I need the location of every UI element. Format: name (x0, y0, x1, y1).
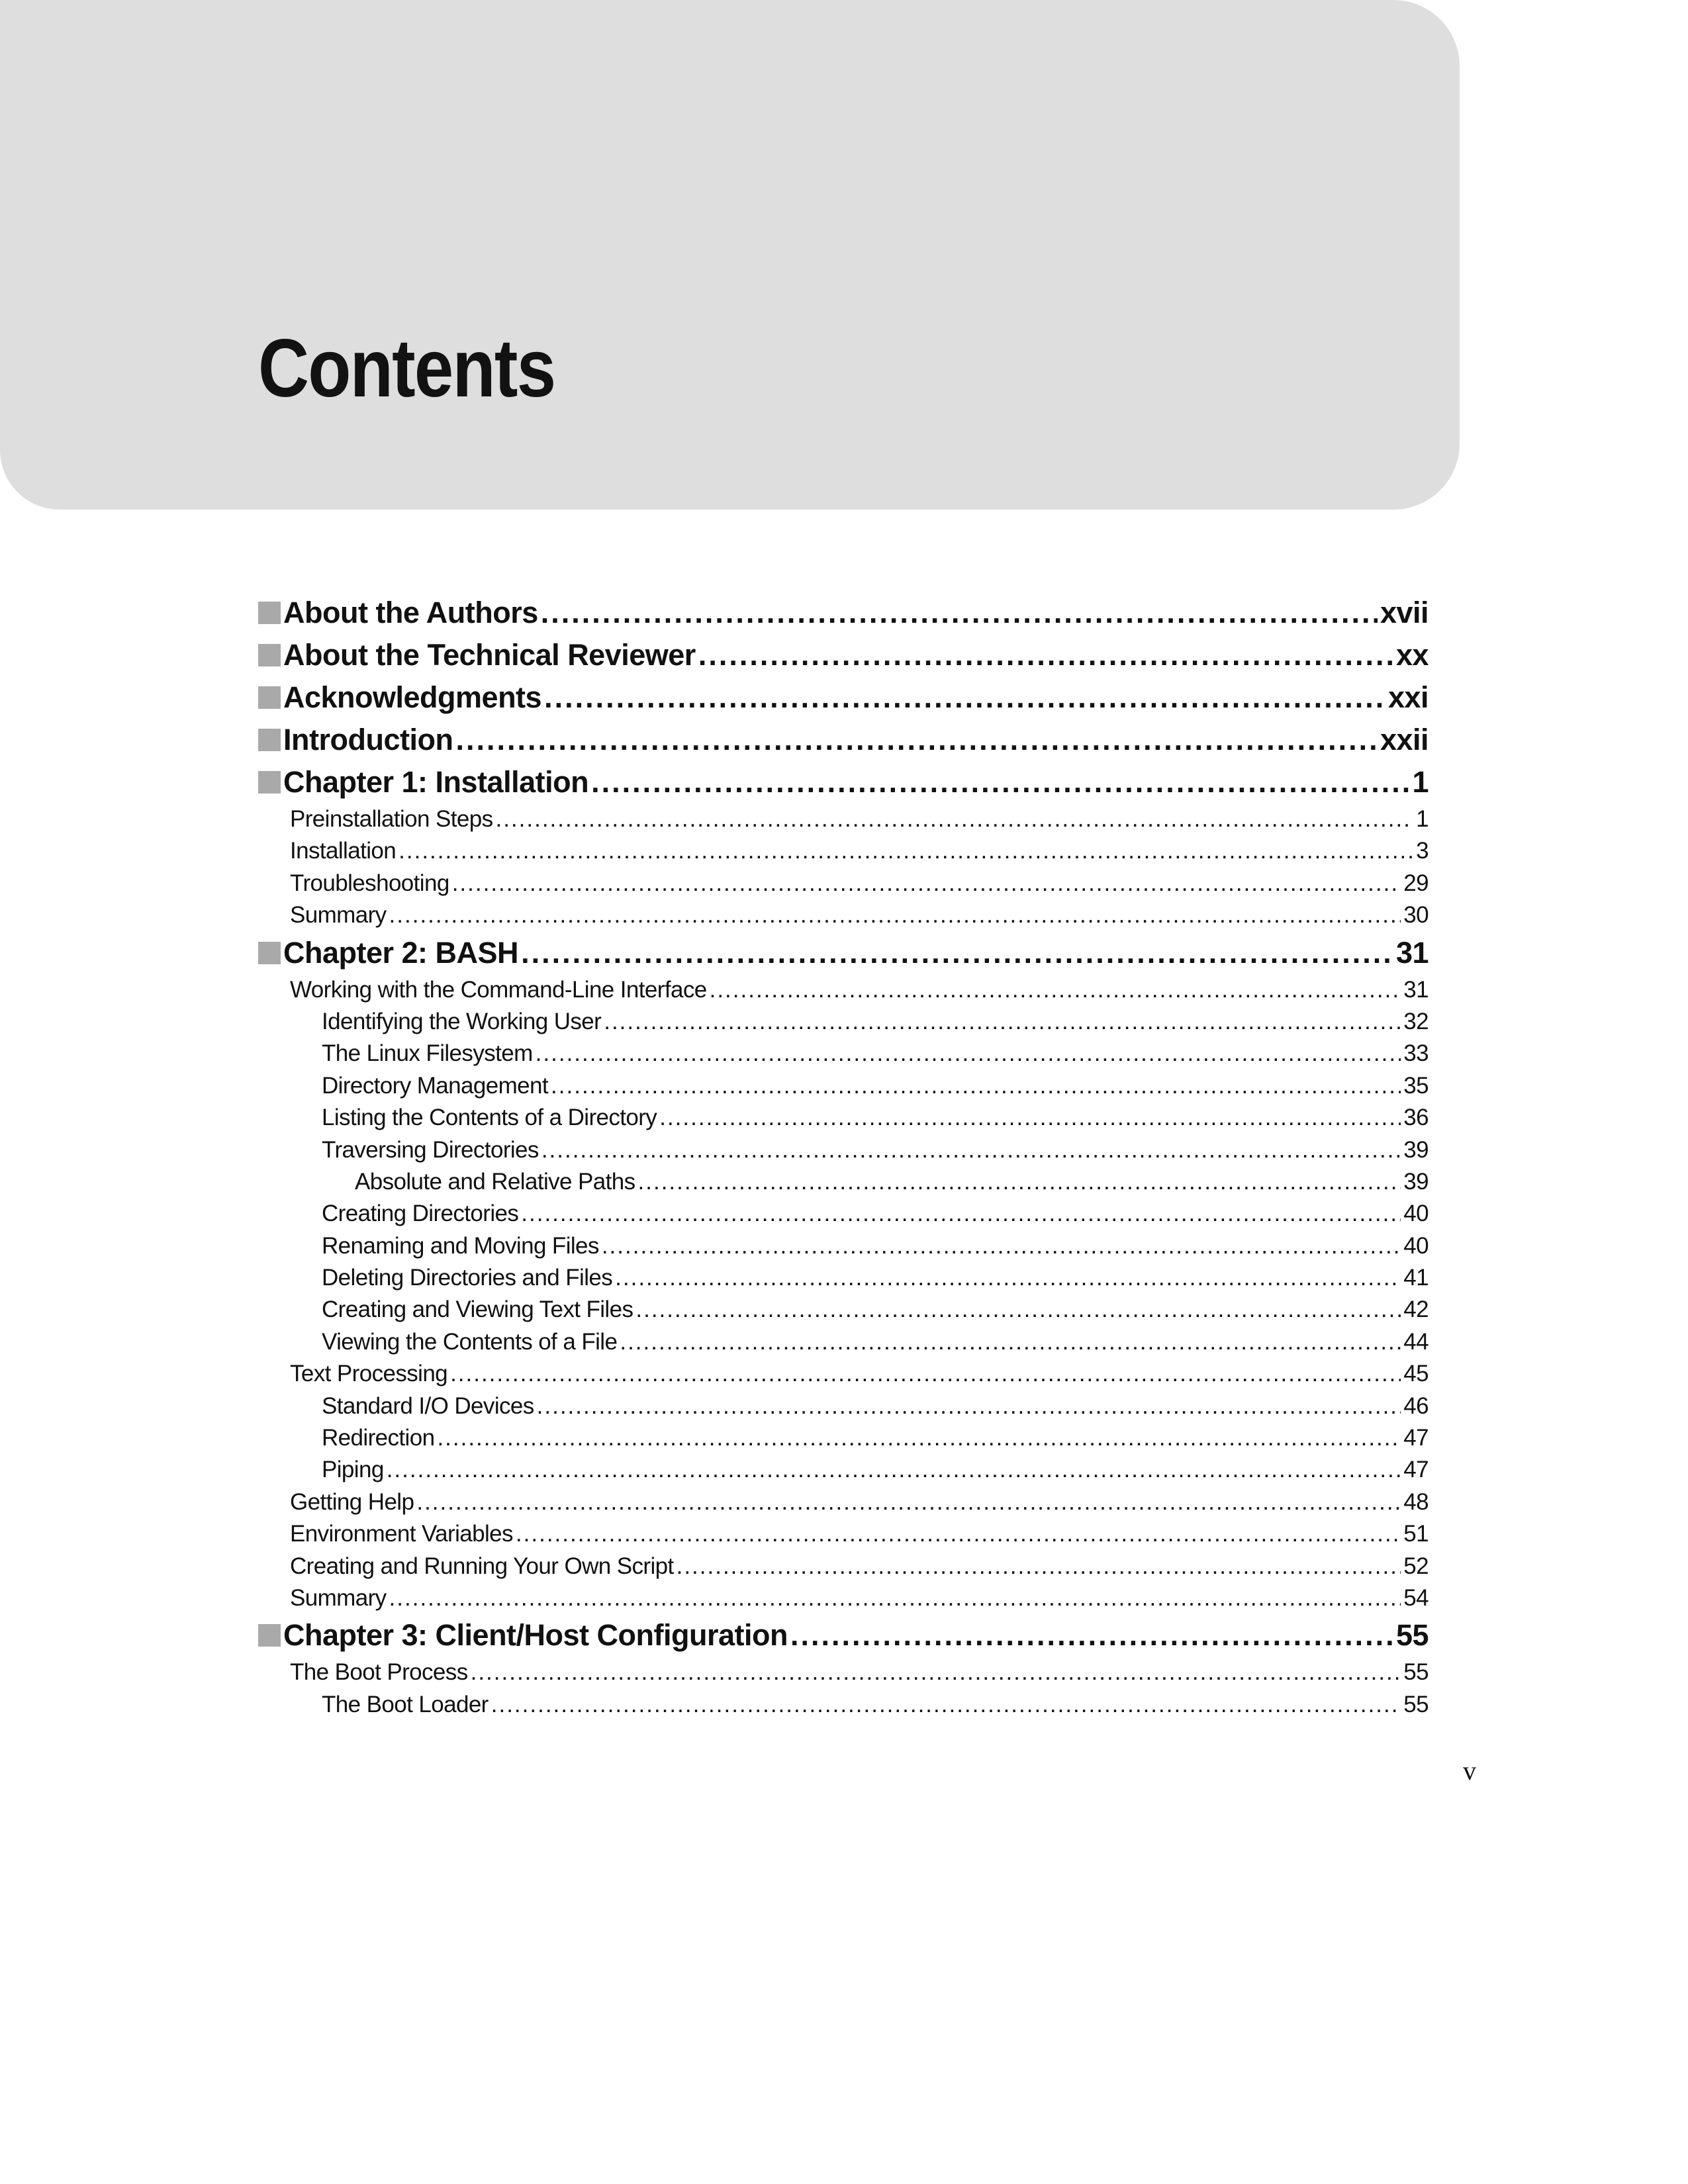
toc-page-number: 39 (1403, 1136, 1429, 1163)
dot-leader (516, 1518, 1401, 1550)
toc-entry-title: Chapter 1: Installation (283, 765, 589, 799)
dot-leader (471, 1657, 1401, 1688)
square-bullet-icon (258, 644, 281, 666)
toc-entry-title: Introduction (283, 723, 453, 756)
toc-page-number: 1 (1416, 806, 1429, 832)
dot-leader (387, 1454, 1401, 1486)
toc-page-number: 44 (1403, 1328, 1429, 1355)
dot-leader (659, 1102, 1401, 1134)
toc-page-number: 42 (1403, 1297, 1429, 1323)
table-of-contents (258, 592, 1429, 1721)
toc-entry-title: Installation (290, 838, 397, 864)
toc-entry-title: About the Technical Reviewer (283, 638, 696, 672)
toc-entry-title: Viewing the Contents of a File (322, 1328, 618, 1355)
toc-entry-title: Creating and Viewing Text Files (322, 1297, 633, 1323)
toc-entry-title: The Linux Filesystem (322, 1040, 533, 1067)
header-band (0, 0, 1460, 510)
toc-section-entry[interactable] (258, 1038, 1429, 1069)
toc-entry-title: Acknowledgments (283, 680, 542, 714)
toc-page-number: 40 (1403, 1201, 1429, 1227)
toc-page-number: 31 (1395, 935, 1429, 970)
toc-page-number: 55 (1395, 1618, 1429, 1653)
toc-entry-title: Troubleshooting (290, 870, 449, 896)
toc-section-entry[interactable] (258, 1006, 1429, 1038)
toc-page-number: 52 (1403, 1553, 1429, 1579)
toc-entry-title: Renaming and Moving Files (322, 1232, 599, 1259)
toc-entry-title: Deleting Directories and Files (322, 1265, 613, 1291)
dot-leader (541, 1134, 1401, 1166)
dot-leader (551, 1070, 1401, 1102)
toc-section-entry[interactable] (258, 1422, 1429, 1454)
toc-section-entry[interactable] (258, 1486, 1429, 1518)
toc-page-number: 46 (1403, 1392, 1429, 1419)
toc-page-number: xvii (1380, 596, 1429, 629)
dot-leader (521, 1198, 1401, 1230)
dot-leader (604, 1006, 1401, 1038)
toc-entry-title: Summary (290, 902, 387, 929)
square-bullet-icon (258, 729, 281, 751)
page-title: Contents (258, 323, 555, 414)
toc-page-number: 33 (1403, 1040, 1429, 1067)
toc-chapter-entry[interactable] (258, 932, 1429, 974)
toc-entry-title: Chapter 3: Client/Host Configuration (283, 1618, 788, 1653)
toc-page-number: 48 (1403, 1488, 1429, 1515)
toc-page-number: 1 (1412, 765, 1429, 799)
dot-leader (399, 835, 1413, 867)
toc-entry-title: Listing the Contents of a Directory (322, 1105, 657, 1131)
toc-page-number: 55 (1403, 1659, 1429, 1686)
toc-entry-title: Creating and Running Your Own Script (290, 1553, 674, 1579)
dot-leader (602, 1230, 1401, 1262)
toc-page-number: xxi (1387, 680, 1429, 714)
toc-section-entry[interactable] (258, 1551, 1429, 1582)
toc-page-number: 45 (1403, 1361, 1429, 1387)
toc-entry-title: Environment Variables (290, 1521, 513, 1547)
toc-entry-title: Standard I/O Devices (322, 1392, 534, 1419)
toc-page-number: 40 (1403, 1232, 1429, 1259)
dot-leader (495, 803, 1413, 835)
toc-section-entry[interactable] (258, 1582, 1429, 1614)
toc-chapter-entry[interactable] (258, 592, 1429, 634)
toc-section-entry[interactable] (258, 1070, 1429, 1102)
toc-entry-title: Chapter 2: BASH (283, 935, 519, 970)
dot-leader (615, 1262, 1401, 1294)
toc-page-number: 51 (1403, 1521, 1429, 1547)
toc-page-number: 35 (1403, 1072, 1429, 1099)
square-bullet-icon (258, 602, 281, 624)
toc-page-number: 36 (1403, 1105, 1429, 1131)
toc-entry-title: Working with the Command-Line Interface (290, 976, 707, 1003)
toc-entry-title: About the Authors (283, 596, 538, 629)
toc-page-number: xx (1395, 638, 1429, 672)
toc-section-entry[interactable] (258, 974, 1429, 1006)
toc-page-number: 47 (1403, 1457, 1429, 1483)
toc-chapter-entry[interactable] (258, 719, 1429, 761)
toc-section-entry[interactable] (258, 1262, 1429, 1294)
toc-chapter-entry[interactable] (258, 634, 1429, 676)
toc-chapter-entry[interactable] (258, 1614, 1429, 1657)
dot-leader (790, 1614, 1393, 1657)
toc-entry-title: The Boot Loader (322, 1691, 489, 1717)
dot-leader (635, 1294, 1401, 1326)
toc-page-number: 47 (1403, 1425, 1429, 1451)
toc-section-entry[interactable] (258, 1294, 1429, 1326)
square-bullet-icon (258, 771, 281, 794)
toc-entry-title: Getting Help (290, 1488, 414, 1515)
toc-page-number: 32 (1403, 1008, 1429, 1034)
toc-section-entry[interactable] (258, 1134, 1429, 1166)
dot-leader (638, 1166, 1401, 1198)
toc-section-entry[interactable] (258, 899, 1429, 931)
toc-entry-title: Redirection (322, 1425, 435, 1451)
dot-leader (452, 868, 1401, 899)
toc-page-number: 31 (1403, 976, 1429, 1003)
toc-section-entry[interactable] (258, 1166, 1429, 1198)
dot-leader (710, 974, 1401, 1006)
dot-leader (455, 719, 1377, 761)
dot-leader (698, 634, 1393, 676)
toc-entry-title: Creating Directories (322, 1201, 519, 1227)
toc-section-entry[interactable] (258, 1518, 1429, 1550)
toc-entry-title: Preinstallation Steps (290, 806, 493, 832)
toc-section-entry[interactable] (258, 835, 1429, 867)
toc-page-number: 29 (1403, 870, 1429, 896)
toc-section-entry[interactable] (258, 1230, 1429, 1262)
toc-entry-title: Piping (322, 1457, 384, 1483)
toc-section-entry[interactable] (258, 1326, 1429, 1358)
toc-page-number: 55 (1403, 1691, 1429, 1717)
toc-entry-title: Traversing Directories (322, 1136, 539, 1163)
dot-leader (491, 1689, 1401, 1721)
page-folio: v (1463, 1756, 1476, 1786)
toc-entry-title: The Boot Process (290, 1659, 468, 1686)
square-bullet-icon (258, 942, 281, 964)
toc-entry-title: Identifying the Working User (322, 1008, 602, 1034)
square-bullet-icon (258, 1624, 281, 1647)
toc-chapter-entry[interactable] (258, 676, 1429, 719)
dot-leader (437, 1422, 1401, 1454)
toc-section-entry[interactable] (258, 1390, 1429, 1422)
dot-leader (389, 899, 1401, 931)
toc-section-entry[interactable] (258, 803, 1429, 835)
toc-section-entry[interactable] (258, 1454, 1429, 1486)
toc-page-number: xxii (1380, 723, 1429, 756)
square-bullet-icon (258, 686, 281, 709)
toc-entry-title: Directory Management (322, 1072, 549, 1099)
toc-page-number: 39 (1403, 1168, 1429, 1195)
dot-leader (536, 1038, 1401, 1069)
toc-page-number: 54 (1403, 1584, 1429, 1611)
dot-leader (450, 1358, 1401, 1390)
dot-leader (677, 1551, 1401, 1582)
dot-leader (537, 1390, 1401, 1422)
toc-section-entry[interactable] (258, 868, 1429, 899)
toc-section-entry[interactable] (258, 1102, 1429, 1134)
dot-leader (416, 1486, 1401, 1518)
dot-leader (521, 932, 1393, 974)
dot-leader (389, 1582, 1401, 1614)
toc-chapter-entry[interactable] (258, 761, 1429, 803)
toc-section-entry[interactable] (258, 1198, 1429, 1230)
dot-leader (541, 592, 1378, 634)
toc-entry-title: Absolute and Relative Paths (355, 1168, 635, 1195)
dot-leader (620, 1326, 1401, 1358)
toc-page-number: 41 (1403, 1265, 1429, 1291)
toc-section-entry[interactable] (258, 1358, 1429, 1390)
toc-page-number: 30 (1403, 902, 1429, 929)
toc-section-entry[interactable] (258, 1657, 1429, 1688)
toc-entry-title: Text Processing (290, 1361, 448, 1387)
toc-entry-title: Summary (290, 1584, 387, 1611)
dot-leader (591, 761, 1409, 803)
toc-section-entry[interactable] (258, 1689, 1429, 1721)
toc-page-number: 3 (1416, 838, 1429, 864)
dot-leader (544, 676, 1385, 719)
